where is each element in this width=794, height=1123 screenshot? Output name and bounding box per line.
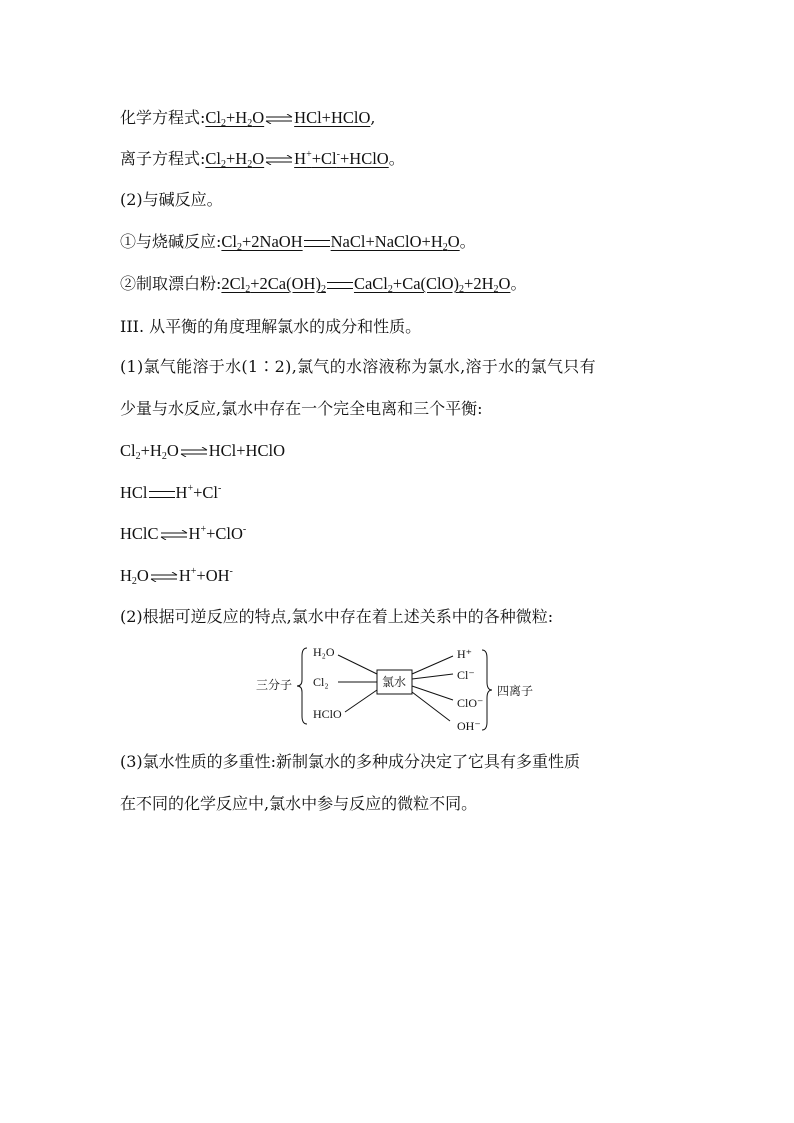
equilibrium-water: $H_2O$ H++OH- [120, 566, 233, 587]
connector-cl [412, 674, 453, 679]
punct: 。 [388, 149, 405, 168]
equation: $2Cl_2+2Ca(OH)_2$ $CaCl_2+Ca(ClO)_2+2H_2O$ [221, 274, 511, 295]
punct: 。 [459, 232, 476, 251]
label: ①与烧碱反应: [120, 232, 222, 251]
right-brace-icon [482, 650, 492, 730]
label: 化学方程式: [120, 108, 206, 127]
paragraph-line: (1)氯气能溶于水(1∶2),氯气的水溶液称为氯水,溶于水的氯气只有 [120, 357, 596, 376]
molecule-label: H₂O [313, 645, 335, 659]
group-label-molecules: 三分子 [256, 678, 293, 692]
equation: $Cl_2+2NaOH$ $NaCl+NaClO+H_2O$ [221, 232, 460, 253]
ion-label: Cl⁻ [457, 668, 475, 682]
connector-hclo [345, 690, 377, 712]
label: ②制取漂白粉: [120, 274, 222, 293]
paragraph-line: (3)氯水性质的多重性:新制氯水的多种成分决定了它具有多重性质 [120, 752, 581, 771]
group-label-ions: 四离子 [497, 684, 534, 698]
equilibrium-1: $Cl_2+H_2O$ HCl+HClO [120, 441, 285, 462]
equation: $Cl_2+H_2O$ H++Cl-+HClO [205, 149, 389, 170]
connector-clo [412, 686, 453, 700]
punct: 。 [510, 274, 527, 293]
ion-label: ClO⁻ [457, 696, 484, 710]
center-label: 氯水 [382, 675, 407, 689]
ion-label: OH⁻ [457, 719, 481, 733]
punct: , [370, 108, 376, 127]
equation: $Cl_2+H_2O$ HCl+HClO [205, 108, 371, 129]
molecule-label: Cl₂ [313, 675, 329, 689]
connector-h2o [338, 655, 377, 674]
section-heading: (2)与碱反应。 [120, 190, 223, 209]
equilibrium-hclo: HClC H++ClO- [120, 524, 247, 543]
connector-h [412, 656, 453, 674]
label: 离子方程式: [120, 149, 206, 168]
ionization-hcl: HCl H++Cl- [120, 483, 222, 502]
paragraph-line: (2)根据可逆反应的特点,氯水中存在着上述关系中的各种微粒: [120, 607, 554, 626]
left-brace-icon [297, 648, 307, 724]
paragraph-line: 在不同的化学反应中,氯水中参与反应的微粒不同。 [120, 794, 478, 813]
ion-label: H⁺ [457, 647, 472, 661]
molecule-label: HClO [313, 707, 342, 721]
section-heading: III. 从平衡的角度理解氯水的成分和性质。 [120, 317, 422, 336]
paragraph-line: 少量与水反应,氯水中存在一个完全电离和三个平衡: [120, 399, 483, 418]
connector-oh [412, 692, 450, 721]
